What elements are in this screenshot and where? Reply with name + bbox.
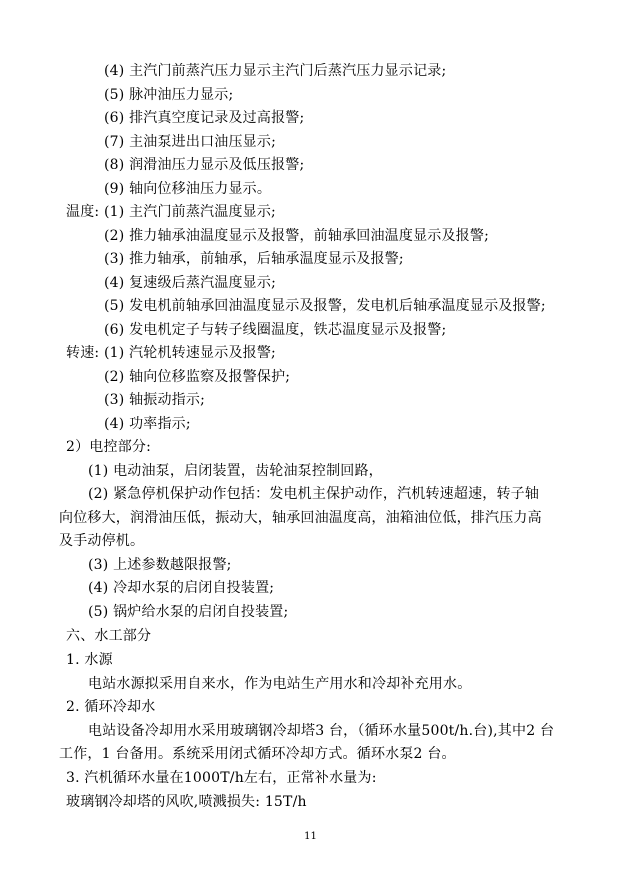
text-line: (6) 排汽真空度记录及过高报警; (104, 110, 305, 126)
text-line: 3. 汽机循环水量在1000T/h左右，正常补水量为: (66, 770, 377, 786)
text-line: 1. 水源 (66, 652, 113, 668)
text-line: 及手动停机。 (59, 533, 145, 549)
text-line: (7) 主油泵进出口油压显示; (104, 134, 276, 150)
text-line: (3) 轴振动指示; (104, 392, 205, 408)
text-line: (5) 发电机前轴承回油温度显示及报警，发电机后轴承温度显示及报警; (104, 298, 546, 314)
text-line: (5) 脉冲油压力显示; (104, 87, 234, 103)
text-line: 电站设备冷却用水采用玻璃钢冷却塔3 台，（循环水量500t/h.台),其中2 台 (88, 723, 555, 739)
text-line: 2）电控部分: (66, 439, 152, 455)
text-line: 电站水源拟采用自来水，作为电站生产用水和冷却补充用水。 (88, 676, 472, 692)
text-line: 向位移大，润滑油压低，振动大，轴承回油温度高，油箱油位低，排汽压力高 (59, 510, 542, 526)
text-line: (4) 主汽门前蒸汽压力显示主汽门后蒸汽压力显示记录; (104, 63, 447, 79)
text-line: (3) 上述参数越限报警; (88, 557, 232, 573)
text-line: 2. 循环冷却水 (66, 699, 156, 715)
text-line: (4) 功率指示; (104, 416, 191, 432)
text-line: (8) 润滑油压力显示及低压报警; (104, 157, 305, 173)
text-line: 玻璃钢冷却塔的风吹,喷溅损失: 15T/h (66, 794, 307, 810)
text-line: (4) 冷却水泵的启闭自投装置; (88, 580, 275, 596)
text-line: (9) 轴向位移油压力显示。 (104, 181, 272, 197)
text-line: (2) 轴向位移监察及报警保护; (104, 369, 291, 385)
text-line: (2) 推力轴承油温度显示及报警，前轴承回油温度显示及报警; (104, 228, 489, 244)
text-line: (1) 电动油泵，启闭装置，齿轮油泵控制回路， (88, 463, 383, 479)
text-line: 转速: (1) 汽轮机转速显示及报警; (66, 345, 276, 361)
section-heading: 六、水工部分 (66, 628, 152, 644)
text-line: (3) 推力轴承，前轴承，后轴承温度显示及报警; (104, 251, 404, 267)
text-line: (4) 复速级后蒸汽温度显示; (104, 275, 276, 291)
text-line: (5) 锅炉给水泵的启闭自投装置; (88, 604, 289, 620)
page-number: 11 (304, 831, 317, 842)
text-line: 温度: (1) 主汽门前蒸汽温度显示; (66, 204, 276, 220)
text-line: (6) 发电机定子与转子线圈温度，铁芯温度显示及报警; (104, 322, 447, 338)
text-line: (2) 紧急停机保护动作包括：发电机主保护动作，汽机转速超速，转子轴 (88, 486, 540, 502)
text-line: 工作，1 台备用。系统采用闭式循环冷却方式。循环水泵2 台。 (59, 746, 456, 762)
